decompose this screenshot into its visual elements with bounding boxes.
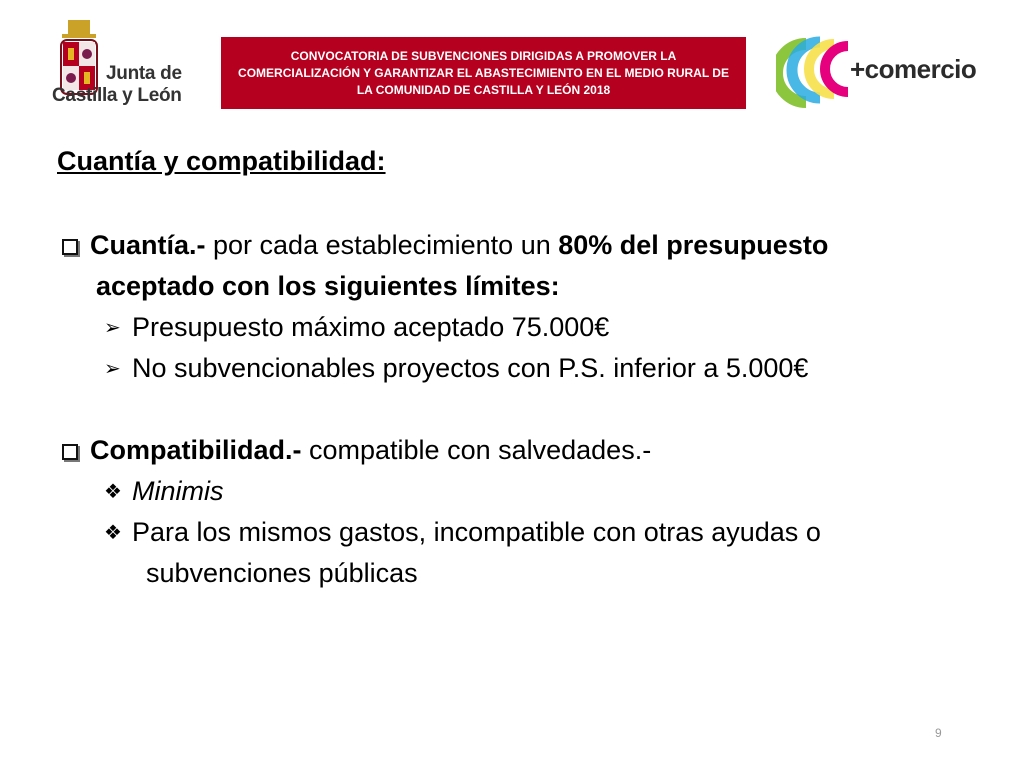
arrow-bullet-icon: ➢ (104, 317, 121, 339)
cuantia-sub2 (104, 348, 808, 390)
compat-sub1-text: Minimis (132, 476, 224, 506)
diamond-bullet-icon: ❖ (104, 522, 122, 544)
bullet-compatibilidad (62, 430, 651, 471)
compat-sub2-line2: subvenciones públicas (146, 558, 418, 588)
cuantia-sub2-text: No subvencionables proyectos con P.S. inferior a 5.000€ (132, 353, 809, 383)
compat-text: compatible con salvedades.- (301, 435, 652, 465)
checkbox-bullet-icon (62, 239, 78, 255)
page-number: 9 (935, 726, 942, 740)
header-banner: CONVOCATORIA DE SUBVENCIONES DIRIGIDAS A PROMOVER LA COMERCIALIZACIÓN Y GARANTIZAR EL ABASTECIMIENTO EN EL MEDIO RURAL DE LA COMUNIDAD DE CASTILLA Y LEÓN 2018 (221, 37, 746, 109)
diamond-bullet-icon: ❖ (104, 481, 122, 503)
comercio-logo (776, 36, 986, 108)
cuantia-label: Cuantía.- (90, 230, 206, 260)
compat-sub2 (104, 512, 821, 554)
jcyl-line1: Junta de (106, 63, 182, 84)
cuantia-text: por cada establecimiento un (205, 230, 559, 260)
cuantia-sub1-text: Presupuesto máximo aceptado 75.000€ (132, 312, 610, 342)
junta-castilla-leon-logo (50, 14, 195, 108)
comercio-logo-text: +comercio (850, 54, 977, 84)
jcyl-line2: Castilla y León (52, 85, 182, 106)
arrow-bullet-icon: ➢ (104, 358, 121, 380)
cuantia-bold: 80% del presupuesto (558, 230, 829, 260)
cuantia-sub1 (104, 307, 609, 349)
checkbox-bullet-icon (62, 444, 78, 460)
compat-sub2-text: Para los mismos gastos, incompatible con otras ayudas o (132, 517, 821, 547)
section-title: Cuantía y compatibilidad: (57, 146, 386, 176)
bullet-cuantia (62, 225, 828, 266)
jcyl-logo-text (52, 63, 182, 106)
compat-sub1 (104, 471, 224, 513)
compat-label: Compatibilidad.- (90, 435, 302, 465)
cuantia-line2: aceptado con los siguientes límites: (96, 271, 560, 301)
